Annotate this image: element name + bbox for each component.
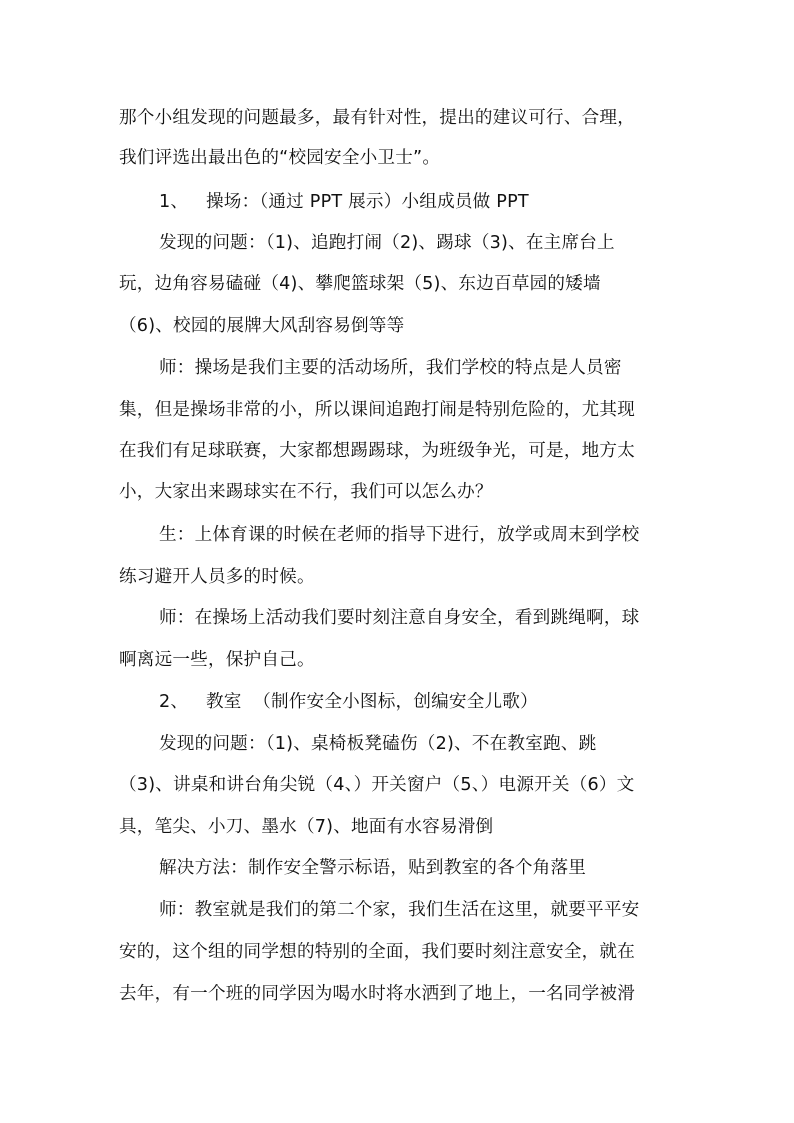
text-line: 玩，边角容易磕碰（4)、攀爬篮球架（5)、东边百草园的矮墙 [119,274,601,294]
text-line: 小，大家出来踢球实在不行，我们可以怎么办？ [119,482,493,502]
text-line: 发现的问题：（1)、桌椅板凳磕伤（2)、不在教室跑、跳 [159,734,597,754]
text-line: （6)、校园的展牌大风刮容易倒等等 [119,316,405,336]
text-line: 那个小组发现的问题最多，最有针对性，提出的建议可行、合理， [119,108,636,128]
text-line: 集，但是操场非常的小，所以课间追跑打闹是特别危险的，尤其现 [119,400,636,420]
text-line: 在我们有足球联赛，大家都想踢踢球，为班级争光，可是，地方太 [119,441,636,461]
text-line: （3)、讲桌和讲台角尖锐（4、）开关窗户（5、）电源开关（6）文 [119,775,635,795]
text-line: 生：上体育课的时候在老师的指导下进行，放学或周末到学校 [159,525,640,545]
list-item-text: 教室 （制作安全小图标，创编安全儿歌） [206,692,538,712]
text-line: 具，笔尖、小刀、墨水（7)、地面有水容易滑倒 [119,817,494,837]
list-item [159,189,719,215]
text-line: 啊离远一些，保护自己。 [119,650,315,670]
list-item [159,689,719,715]
text-line: 安的，这个组的同学想的特别的全面，我们要时刻注意安全，就在 [119,942,636,962]
text-line: 师：操场是我们主要的活动场所，我们学校的特点是人员密 [159,358,622,378]
text-line: 师：教室就是我们的第二个家，我们生活在这里，就要平平安 [159,900,640,920]
text-line: 去年，有一个班的同学因为喝水时将水洒到了地上，一名同学被滑 [119,984,636,1004]
list-item-text: 操场：（通过 PPT 展示）小组成员做 PPT [206,192,529,212]
text-line: 练习避开人员多的时候。 [119,567,315,587]
text-line: 师：在操场上活动我们要时刻注意自身安全，看到跳绳啊，球 [159,608,640,628]
list-number: 1、 [159,192,189,212]
text-line: 发现的问题：（1)、追跑打闹（2)、踢球（3)、在主席台上 [159,233,615,253]
text-line: 我们评选出最出色的“校园安全小卫士”。 [119,148,441,168]
list-number: 2、 [159,692,189,712]
text-line: 解决方法：制作安全警示标语，贴到教室的各个角落里 [159,858,587,878]
